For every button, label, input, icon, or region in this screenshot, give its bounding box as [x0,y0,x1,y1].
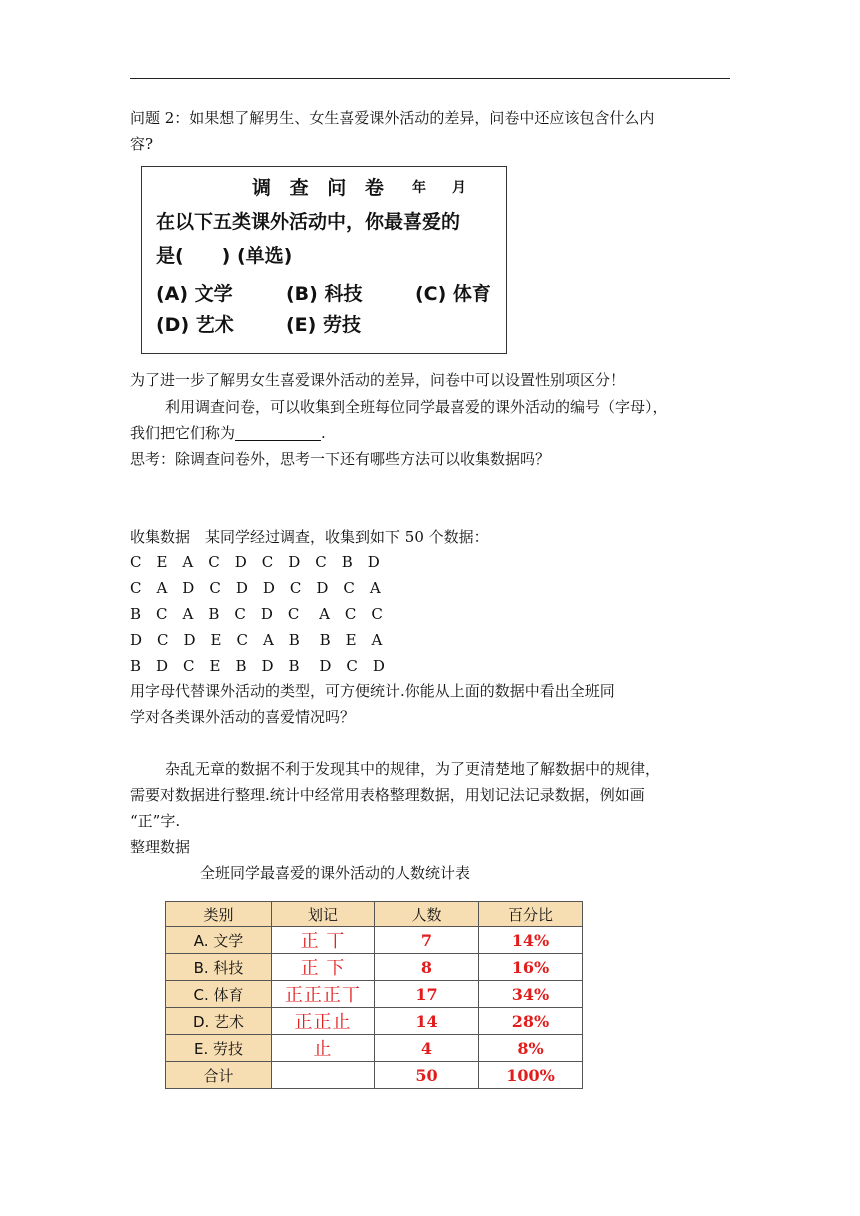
row-count: 17 [375,981,479,1008]
messy-line2: 需要对数据进行整理.统计中经常用表格整理数据，用划记法记录数据，例如画 [130,786,645,804]
think-question: 思考：除调查问卷外，思考一下还有哪些方法可以收集数据吗？ [130,450,551,468]
total-percent: 100% [479,1062,583,1089]
messy-line3: “正”字. [130,812,181,830]
fill-in-blank [235,424,321,441]
problem2-line1: 问题 2：如果想了解男生、女生喜爱课外活动的差异，问卷中还应该包含什么内 [130,109,655,127]
row-percent: 28% [479,1008,583,1035]
row-tally: 正 下 [272,954,375,981]
total-tally [272,1062,375,1089]
row-percent: 14% [479,927,583,954]
row-category: E. 劳技 [166,1035,272,1062]
collect-intro: 收集数据 某同学经过调查，收集到如下 50 个数据： [130,528,489,546]
row-tally: 正 丅 [272,927,375,954]
table-row [166,1035,583,1062]
data-row: B C A B C D C A C C [130,605,383,623]
data-row: D C D E C A B B E A [130,631,383,649]
row-tally: 止 [272,1035,375,1062]
row-count: 4 [375,1035,479,1062]
letters-line2: 学对各类课外活动的喜爱情况吗？ [130,708,356,726]
header-category: 类别 [166,902,272,927]
row-percent: 8% [479,1035,583,1062]
use-survey-line2 [130,422,326,444]
row-count: 8 [375,954,479,981]
use-survey-line1: 利用调查问卷，可以收集到全班每位同学最喜爱的课外活动的编号（字母）， [165,398,668,416]
row-category: D. 艺术 [166,1008,272,1035]
questionnaire-option-a: (A) 文学 [156,283,233,305]
row-tally: 正正正丅 [272,981,375,1008]
table-row [166,954,583,981]
questionnaire-option-c: (C) 体育 [415,283,491,305]
problem2-line2: 容? [130,135,154,153]
row-count: 14 [375,1008,479,1035]
statistics-table [165,901,583,1089]
questionnaire-question-line1: 在以下五类课外活动中，你最喜爱的 [156,211,461,233]
table-row [166,927,583,954]
header-tally: 划记 [272,902,375,927]
letters-line1: 用字母代替课外活动的类型，可方便统计.你能从上面的数据中看出全班同 [130,682,615,700]
row-category: A. 文学 [166,927,272,954]
data-row: C A D C D D C D C A [130,579,381,597]
questionnaire-date [412,177,492,197]
organize-label: 整理数据 [130,838,191,856]
row-tally: 正正止 [272,1008,375,1035]
total-label: 合计 [166,1062,272,1089]
questionnaire-title: 调 查 问 卷 [252,177,390,199]
messy-line1: 杂乱无章的数据不利于发现其中的规律，为了更清楚地了解数据中的规律， [165,760,661,778]
header-rule [130,78,730,79]
questionnaire-question-line2: 是( ) (单选) [156,245,293,267]
row-percent: 16% [479,954,583,981]
questionnaire-option-d: (D) 艺术 [156,314,234,336]
use-survey-period: . [321,424,326,442]
questionnaire-box [141,166,507,354]
table-header-row [166,902,583,927]
header-count: 人数 [375,902,479,927]
questionnaire-option-e: (E) 劳技 [286,314,361,336]
table-row [166,981,583,1008]
row-count: 7 [375,927,479,954]
questionnaire-option-b: (B) 科技 [286,283,363,305]
data-row: C E A C D C D C B D [130,553,380,571]
use-survey-text: 我们把它们称为 [130,424,236,442]
row-category: B. 科技 [166,954,272,981]
header-percent: 百分比 [479,902,583,927]
data-row: B D C E B D B D C D [130,657,385,675]
row-category: C. 体育 [166,981,272,1008]
table-row [166,1008,583,1035]
questionnaire-month: 月 [452,180,466,196]
questionnaire-year: 年 [412,180,426,196]
table-total-row [166,1062,583,1089]
table-caption: 全班同学最喜爱的课外活动的人数统计表 [200,864,471,882]
total-count: 50 [375,1062,479,1089]
row-percent: 34% [479,981,583,1008]
gender-note: 为了进一步了解男女生喜爱课外活动的差异，问卷中可以设置性别项区分！ [130,371,626,389]
